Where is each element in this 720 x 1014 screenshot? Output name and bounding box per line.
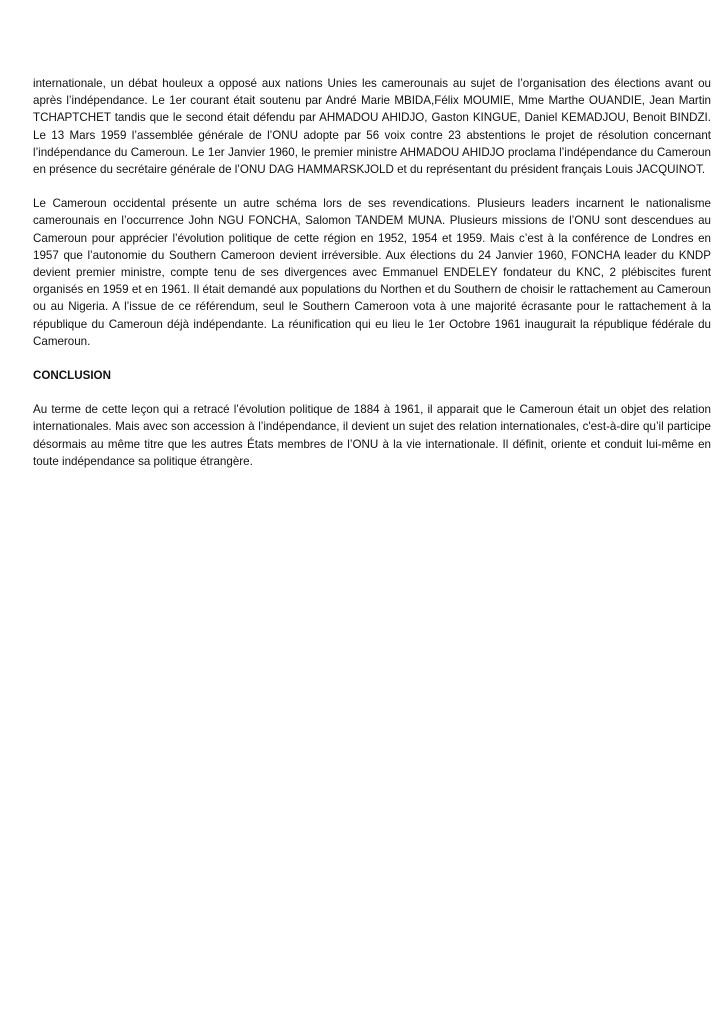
paragraph-western-cameroon: Le Cameroun occidental présente un autre schéma lors de ses revendications. Plusieurs leaders incarnent le nationalisme camerounais en l’occurrence John NGU FONCHA, Salomon TANDEM MUNA. Plusieurs missions de l’ONU sont descendues au Cameroun pour apprécier l’évolution politique de cette région en 1952, 1954 et 1959. Mais c’est à la conférence de Londres en 1957 que l’autonomie du Southern Cameroon devient irréversible. Aux élections du 24 Janvier 1960, FONCHA leader du KNDP devient premier ministre, compte tenu de ses divergences avec Emmanuel ENDELEY fondateur du KNC, 2 plébiscites furent organisés en 1959 et en 1961. Il était demandé aux populations du Northen et du Southern de choisir le rattachement au Cameroun ou au Nigeria. A l’issue de ce référendum, seul le Southern Cameroon vota à une majorité écrasante pour le rattachement à la république du Cameroun déjà indépendante. La réunification qui eu lieu le 1er Octobre 1961 inaugurait la république fédérale du Cameroun.: [33, 197, 711, 348]
paragraph-conclusion: Au terme de cette leçon qui a retracé l’évolution politique de 1884 à 1961, il apparait que le Cameroun était un objet des relation internationales. Mais avec son accession à l’indépendance, il devient un sujet des relation internationales, c'est-à-dire qu’il participe désormais au même titre que les autres États membres de l’ONU à la vie internationale. Il définit, oriente et conduit lui-même en toute indépendance sa politique étrangère.: [33, 403, 711, 468]
paragraph-independence-debate: internationale, un débat houleux a opposé aux nations Unies les camerounais au sujet de l’organisation des élections avant ou après l’indépendance. Le 1er courant était soutenu par André Marie MBIDA,Félix MOUMIE, Mme Marthe OUANDIE, Jean Martin TCHAPTCHET tandis que le second était défendu par AHMADOU AHIDJO, Gaston KINGUE, Daniel KEMADJOU, Benoit BINDZI. Le 13 Mars 1959 l’assemblée générale de l’ONU adopte par 56 voix contre 23 abstentions le projet de résolution concernant l’indépendance du Cameroun. Le 1er Janvier 1960, le premier ministre AHMADOU AHIDJO proclama l’indépendance du Cameroun en présence du secrétaire générale de l’ONU DAG HAMMARSKJOLD et du représentant du président français Louis JACQUINOT.: [33, 77, 711, 177]
conclusion-heading: CONCLUSION: [33, 369, 111, 383]
document-page: [33, 75, 711, 487]
